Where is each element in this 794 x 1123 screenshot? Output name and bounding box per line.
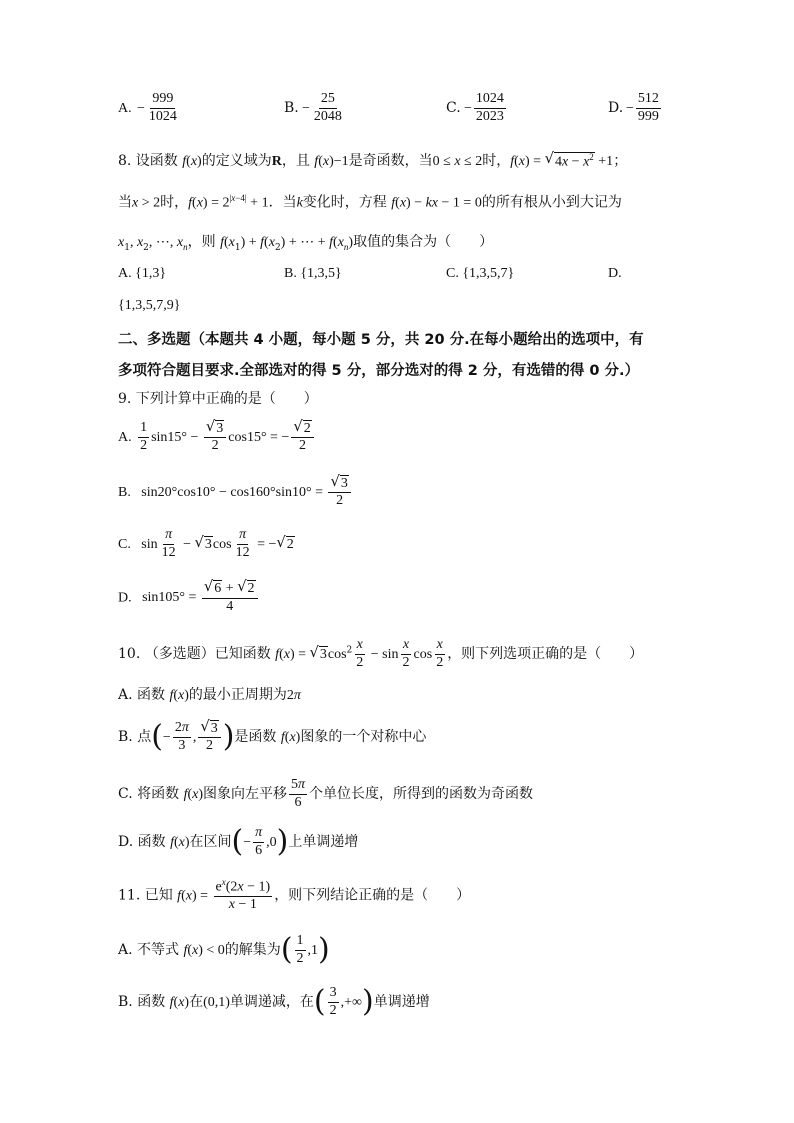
q8-option-a: A. {1,3} — [118, 266, 167, 281]
q8-line-2: 当x > 2时，$f(x) = 2^{|x-4|} + 1$．当k变化时，方程 f(x) − kx − 1 = 0的所有根从小到大记为 — [118, 193, 622, 211]
q8-option-c: C. {1,3,5,7} — [446, 266, 515, 281]
q9-option-a: A. $\frac{1}{2}$ sin15° − √ 3 2 cos15° = − √ 2 2 — [118, 420, 316, 454]
q10-option-b: B. 点(− $\frac{2\pi}{3}$ , √ 3 2 )是函数 f(x)图象的一个对称中心 — [118, 718, 427, 755]
q7-c-math: − $\frac{1024}{2023}$ — [464, 91, 504, 124]
q7-option-b-label: B. — [284, 100, 299, 116]
q8-option-d-value: {1,3,5,7,9} — [118, 298, 181, 313]
q11-option-b: B. 函数 f(x)在(0,1)单调递减，在( $\frac{3}{2}$ ,+∞)单调递增 — [118, 984, 430, 1020]
section-2-heading-line-1: 二、多选题（本题共 4 小题，每小题 5 分，共 20 分.在每小题给出的选项中，有 — [118, 332, 644, 348]
q8-line-3: $x_1$, $x_2$, ⋯, $x_n$，则 $f(x_1) + f(x_2)$ + ⋯ + $f(x_n)$取值的集合为（ ） — [118, 234, 494, 253]
q8-line-1: 8. 设函数 f(x)的定义域为R，且 f(x)−1是奇函数，当0 ≤ x ≤ 2时，f(x) = √ $4x - x^2$ +1； — [118, 150, 628, 170]
q7-option-a-label: A. — [118, 101, 132, 116]
q9-option-c: C. sin $\frac{\pi}{12}$ − √ 3 cos $\frac{\pi}{12}$ = − √ 2 — [118, 527, 294, 560]
q7-option-d-label: D. — [608, 100, 624, 116]
q7-b-math: − $\frac{25}{2048}$ — [302, 91, 342, 124]
q8-option-d-label: D. — [608, 266, 622, 281]
q9-stem: 9. 下列计算中正确的是（ ） — [118, 391, 318, 407]
q9-option-b: B. sin20°cos10° − cos160°sin10° = √ 3 2 — [118, 475, 353, 509]
q10-stem: 10. （多选题）已知函数 f(x) = √ 3 $\cos^2$ $\frac{x}{2}$ − sin $\frac{x}{2}$ cos $\frac{x}{2}$ ，则下列选项正确的是（ ） — [118, 637, 644, 670]
q7-option-a — [118, 100, 132, 117]
q7-d-math: − $\frac{512}{999}$ — [626, 91, 659, 124]
q11-stem: 11. 已知 f(x) = $\frac{e^x(2x - 1)}{x - 1}$ ，则下列结论正确的是（ ） — [118, 877, 471, 913]
q10-option-d: D. 函数 f(x)在区间(− $\frac{\pi}{6}$ ,0)上单调递增 — [118, 824, 359, 860]
q11-option-a: A. 不等式 f(x) < 0的解集为( $\frac{1}{2}$ ,1) — [118, 932, 330, 968]
section-2-heading-line-2: 多项符合题目要求.全部选对的得 5 分，部分选对的得 2 分，有选错的得 0 分.） — [118, 363, 640, 379]
q8-option-b: B. {1,3,5} — [284, 266, 342, 281]
q10-option-c: C. 将函数 f(x)图象向左平移 $\frac{5\pi}{6}$ 个单位长度，所得到的函数为奇函数 — [118, 777, 534, 810]
q7-option-c-label: C. — [446, 100, 461, 116]
q7-a-math: − $\frac{999}{1024}$ — [137, 91, 177, 124]
q10-option-a: A. 函数 f(x)的最小正周期为2π — [118, 687, 301, 703]
q9-option-d: D. sin105° = √ 6 + √ 2 4 — [118, 580, 260, 615]
